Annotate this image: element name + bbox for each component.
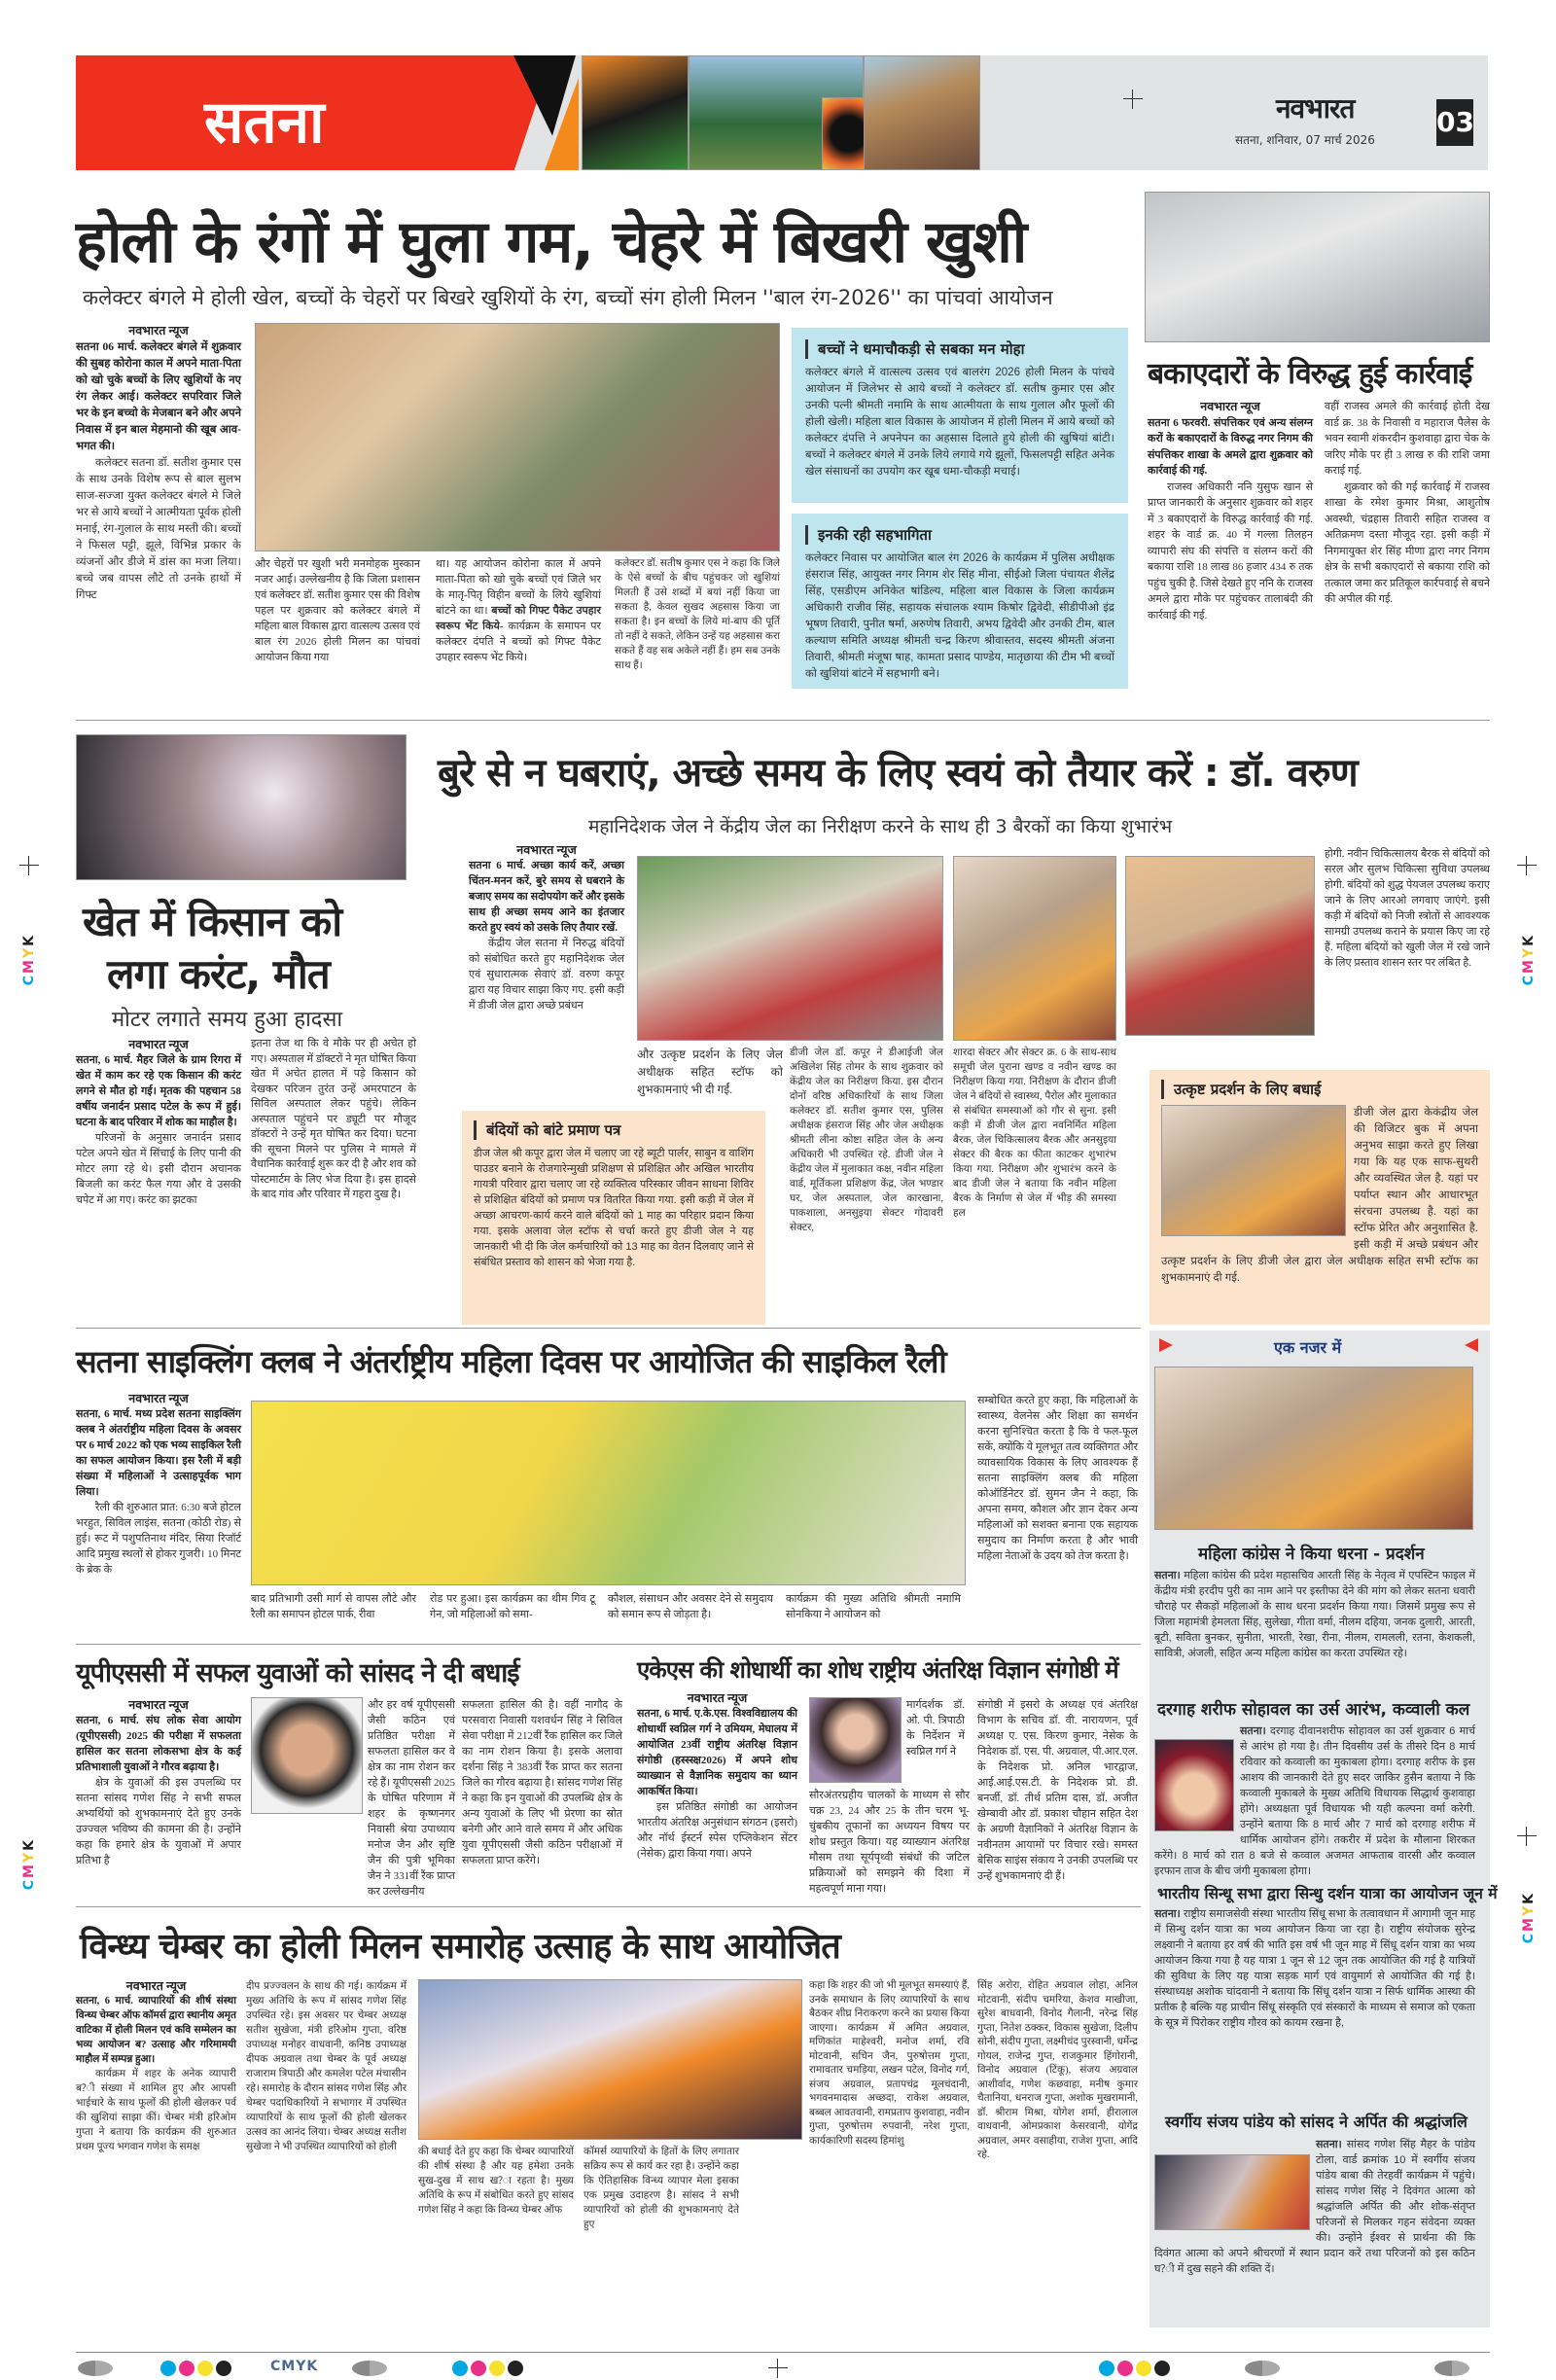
jail-col1-body: केंद्रीय जेल सतना में निरुद्ध बंदियों को संबोधित करते हुए महानिदेशक जेल एवं सुधारात्मक सेवाएं डॉ. वरुण कपूर द्वारा यह विचार साझा किए गए. इसी कड़ी में डीजी जेल द्वारा अच्छे प्रबंधन [469,938,624,1012]
registration-mark [1517,1827,1537,1846]
jail-col-4: शारदा सेक्टर और सेक्टर क्र. 6 के साथ-साथ समूची जेल पुराना खण्ड व नवीन खण्ड का निरीक्षण किया गया. निरीक्षण के दौरान डीजी जेल ने बंदियों से स्वास्थ्य, पैरोल और मुलाकात से संबंधित समस्याओं को गौर से सुना. इसी कड़ी में डीजी जेल द्वारा नवनिर्मित महिला बैरक, जेल चिकित्सालय बैरक और अनसुइया सेक्टर की बैरक का फीता काटकर शुभारंभ किया गया. निरीक्षण और शुभारंभ करने के बाद डीजी जेल ने बताया कि नवीन महिला बैरक के निर्माण से जेल में भीड़ की समस्या हल [953,1048,1116,1219]
jail-photo-2 [953,856,1116,1041]
jail-byline: नवभारत न्यूज [516,843,577,857]
lead-col1-lead: सतना 06 मार्च. कलेक्टर बंगले में शुक्रवार की सुबह कोरोना काल में अपने माता-पिता को खो चुके बच्चों के लिए खुशियों के नए रंग लेकर आई। कलेक्टर सपरिवार जिले भर के इन बच्चो के मेजबान बने और अपने निवास में इन बाल मेहमानो की खूब आव-भगत की। [76,341,241,452]
farmer-col-2: इतना तेज था कि वे मौके पर ही अचेत हो गए। अस्पताल में डॉक्टरों ने मृत घोषित किया खेत में अचेत हालत में पड़े किसान को देखकर परिजन तुरंत उन्हें अमरपाटन के सिविल अस्पताल लेकर पहुंचे। लेकिन अस्पताल पहुंचने पर ड्यूटी पर मौजूद डॉक्टरों ने उन्हें मृत घोषित कर दिया। घटना की सूचना मिलने पर पुलिस ने मामले में वैधानिक कार्रवाई शुरू कर दी है और शव को पोस्टमार्टम के लिए भेज दिया है। इस हादसे के बाद गांव और परिवार में गहरा दुख है। [251,1038,416,1200]
registration-mark [768,2359,788,2378]
aks-col-2: सौरअंतरग्रहीय चालकों के माध्यम से सौर चक्र 23, 24 और 25 के तीन चरम भू-चुंबकीय तूफानों का अध्ययन विषय पर शोध प्रस्तुत किया। यह व्याख्यान अंतरिक्ष मौसम तथा सूर्यपृथ्वी संबंधों की जटिल प्रक्रियाओं को समझने की दिशा में महत्वपूर्ण माना गया। [809,1790,970,1895]
magenta-dot [179,2361,194,2376]
defaulters-col1-lead: सतना 6 फरवरी. संपत्तिकर एवं अन्य संलग्न करों के बकाएदारों के विरुद्ध नगर निगम की संपत्तिकर शाखा के अमले द्वारा शुक्रवार को कार्रवाई की गई. [1148,416,1313,477]
ek-nazar-photo-tribute [1154,2154,1310,2230]
page-number: 03 [1436,99,1473,146]
arrow-left-icon [1465,1338,1478,1352]
cycling-caption-3: कौशल, संसाधन और अवसर देने से समुदाय को समान रूप से जोड़ता है। [608,1593,773,1620]
lead-subhead: कलेक्टर बंगले मे होली खेल, बच्चों के चेहरों पर बिखरे खुशियों के रंग, बच्चों संग होली मिलन ''बाल रंग-2026'' का पांचवां आयोजन [83,286,1053,309]
cyan-dot [160,2361,176,2376]
cycling-col-1 [76,1391,241,1578]
ek-nazar-story4-headline: स्वर्गीय संजय पांडेय को सांसद ने अर्पित की श्रद्धांजलि [1165,2113,1468,2131]
farmer-photo [76,734,407,880]
chamber-col-1 [76,1979,236,2154]
registration-mark [1517,856,1537,875]
defaulters-col-2 [1325,399,1490,608]
lead-col-2: और चेहरों पर खुशी भरी मनमोहक मुस्कान नजर आई। उल्लेखनीय है कि जिला प्रशासन एवं कलेक्टर डॉ. सतीश कुमार एस की विशेष पहल पर शुक्रवार को कलेक्टर बंगले में महिला बाल विकास द्वारा वात्सल्य उत्सव एवं बाल रंग 2026 होली मिलन का पांचवां आयोजन किया गया [255,558,420,663]
chamber-col-3: की बधाई देते हुए कहा कि चेम्बर व्यापारियों की शीर्ष संस्था है और यह हमेशा उनके सुख-दुख में साथ ख?ा रहता है। मुख्य अतिथि के रूप में संबोधित करते हुए सांसद गणेश सिंह ने कहा कि विन्ध्य चेम्बर ऑफ [418,2147,574,2216]
defaulters-headline: बकाएदारों के विरुद्ध हुई कार्रवाई [1148,357,1472,391]
chamber-photo [418,1979,802,2140]
farmer-byline: नवभारत न्यूज [128,1038,189,1051]
ek-nazar-title: एक नजर में [1274,1338,1342,1357]
grey-oval-mark [1245,2361,1280,2376]
upsc-headline: यूपीएससी में सफल युवाओं को सांसद ने दी बधाई [76,1658,519,1688]
aks-photo-researcher [809,1697,902,1783]
farmer-subhead: मोटर लगाते समय हुआ हादसा [112,1008,343,1032]
jail-subhead: महानिदेशक जेल ने केंद्रीय जेल का निरीक्षण करने के साथ ही 3 बैरकों का किया शुभारंभ [588,816,1173,837]
aks-byline: नवभारत न्यूज [687,1691,748,1705]
ek-nazar-story2 [1154,1723,1475,1879]
cycling-caption-1: बाद प्रतिभागी उसी मार्ग से वापस लौटे और रैली का समापन होटल पार्क, रीवा [251,1593,416,1620]
jail-box-congrats [1149,1070,1490,1325]
defaulters-byline: नवभारत न्यूज [1200,400,1260,413]
lead-col-1 [76,323,241,604]
lead-box2-title: इनकी रही सहभागिता [805,525,1114,545]
yellow-dot [197,2361,213,2376]
upsc-col-2: और हर वर्ष यूपीएससी जैसी कठिन एवं प्रतिष्ठित परीक्षा में सफलता हासिल कर वे क्षेत्र का नाम रोशन कर रहे हैं। यूपीएससी 2025 के घोषित परिणाम में शहर के कृष्णनगर निवासी श्रेया उपाध्याय मनोज जैन और सृष्टि जैन की पुत्री भूमिका जैन ने 331वीं रैंक प्राप्त कर उल्लेखनीय [368,1699,455,1898]
chamber-col-4: कॉमर्स व्यापारियों के हितों के लिए लगातार सक्रिय रूप से कार्य कर रहा है। उन्होंने कहा कि ऐतिहासिक विन्ध्य व्यापार मेला इसका एक प्रमुख उदाहरण है। सांसद ने सभी व्यापारियों को होली की शुभकामनाएं देते हुए [584,2147,739,2230]
lead-box1-body: कलेक्टर बंगले में वात्सल्य उत्सव एवं बालरंग 2026 होली मिलन के पांचवे आयोजन में जिलेभर से आये बच्चों ने कलेक्टर डॉ. सतीष कुमार एस और उनकी पत्नी श्रीमती नमामि के साथ आत्मीयता के साथ गुलाल और फूलों की होली खेली। महिला बाल विकास के आयोजन में होली मिलन में आये बच्चों को कलेक्टर दंपत्ति ने अपनेपन का अहसास दिलाते हुये होली की खुषियां बांटी। बच्चों ने कलेक्टर बंगले में उनके लिये लगाये गये झूलों, फिसलपट्टी सहित अनेक खेल संसाधनों का उपयोग कर खूब धमा-चौकड़ी मचाई। [805,367,1114,478]
ek-nazar-story1-lead: सतना। [1154,1570,1181,1581]
black-dot [1154,2361,1170,2376]
cycling-headline: सतना साइक्लिंग क्लब ने अंतर्राष्ट्रीय महिला दिवस पर आयोजित की साइकिल रैली [76,1343,946,1380]
ek-nazar-story2-body: दरगाह दीवानशरीफ सोहावल का उर्स शुक्रवार 6 मार्च से आरंभ हो गया है। तीन दिवसीय उर्स के तीसरे दिन 8 मार्च रविवार को कव्वाली का मुकाबला होगा। दरगाह शरीफ के इस आशय की जानकारी देते हुए सदर जाकिर हुसैन बताया ने कि कव्वाली मुकाबले के मुख्य अतिथि विधायक सिद्धार्थ कुशवाहा होंगे। अध्यक्षता पूर्व विधायक भी यही कल्पना वर्मा करेगी. उन्होंने बताया कि 8 मार्च और 7 मार्च को दरगाह शरीफ में धार्मिक आयोजन होंगे। तकरीर में प्रदेश के मौलाना शिरकत करेंगे। 8 मार्च को रात 8 बजे से कव्वाल अजमत आफताब वारसी और कव्वाल इरफान ताज के बीच जंगी मुकाबला होगा। [1154,1725,1475,1877]
black-dot [216,2361,231,2376]
cmyk-side-right: CMYK [1521,1892,1537,1944]
ek-nazar-story4-lead: सतना। [1316,2139,1342,2150]
chamber-col1-lead: सतना, 6 मार्च. व्यापारियों की शीर्ष संस्था विन्ध्य चेम्बर ऑफ कॉमर्स द्वारा स्थानीय अमृत वाटिका में होली मिलन एवं कवि सम्मेलन का भव्य आयोजन ब? उत्साह और गरिमामयी माहौल में सम्पन्न हुआ। [76,1996,236,2065]
farmer-col-1 [76,1037,241,1208]
registration-mark [1123,89,1143,109]
cmyk-label-text: CMYK [270,2359,319,2374]
cmyk-side-left: CMYK [21,934,37,986]
divider [76,1906,1141,1907]
aks-headline: एकेएस की शोधार्थी का शोध राष्ट्रीय अंतरिक्ष विज्ञान संगोष्ठी में [637,1656,1118,1684]
upsc-col-1 [76,1697,241,1868]
ek-nazar-story3 [1154,1906,1475,2031]
magenta-dot [471,2361,486,2376]
ek-nazar-photo-qawwal [1154,1739,1234,1831]
lead-photo [255,323,780,551]
chamber-headline: विन्ध्य चेम्बर का होली मिलन समारोह उत्साह के साथ आयोजित [80,1927,840,1967]
farmer-headline-line2: लगा करंट, मौत [107,950,330,998]
chamber-col-5: कहा कि शहर की जो भी मूलभूत समस्याएं हैं, उनके समाधान के लिए व्यापारियों के साथ बैठकर शीघ्र निराकरण करने का प्रयास किया जाएगा। कार्यक्रम में अमित अग्रवाल, मणिकांत माहेश्वरी, मनोज शर्मा, रवि मोटवानी, सचिन जैन, पुरुषोत्तम गुप्ता, रामावतार चमड़िया, लखन पटेल, विनोद गर्ग, संजय अग्रवाल, प्रतापचंद्र मूलचंदानी, भगवनमादास अच्छदा, राकेश अग्रवाल, बब्बल आवतवानी, रामप्रताप कुशवाहा, नवीन गुप्ता, पुरुषोत्तम रुपवानी, नरेश गुप्ता, कार्यकारिणी सदस्य हिमांशु [809,1980,970,2147]
cmyk-side-left: CMYK [21,1838,37,1891]
lead-headline: होली के रंगों में घुला गम, चेहरे में बिखरी खुशी [76,208,1027,276]
ek-nazar-story4 [1154,2137,1475,2277]
cyan-dot [1099,2361,1114,2376]
chamber-col1-body: कार्यक्रम में शहर के अनेक व्यापारी ब?ी संख्या में शामिल हुए और आपसी भाईचारे के साथ फूलों की होली खेलकर पर्व की खुशियां साझा कीं। चेम्बर मंत्री हरिओम गुप्ता ने बताया कि कार्यक्रम की शुरुआत प्रथम पूज्य भगवान गणेश के समक्ष [76,2069,236,2152]
cyan-dot [452,2361,468,2376]
masthead-paper: नवभारत [1276,92,1355,124]
masthead-photo-temple [582,55,689,170]
jail-headline: बुरे से न घबराएं, अच्छे समय के लिए स्वयं को तैयार करें : डॉ. वरुण [438,751,1358,796]
cycling-col-right: सम्बोधित करते हुए कहा, कि महिलाओं के स्वास्थ्य, वेलनेस और शिक्षा का समर्थन करना सुनिश्चित करता है कि वे फल-फूल सकें, क्योंकि ये मूलभूत तत्व व्यक्तिगत और व्यावसायिक विकास के लिए आवश्यक हैं सतना साइक्लिंग क्लब की महिला कोऑर्डिनेटर डॉ. सुमन जैन ने कहा, कि अपना समय, कौशल और ज्ञान देकर अन्य महिलाओं को सशक्त बनाना एक सहायक समुदाय का निर्माण करता है और भावी महिला नेताओं के उदय को तेज करता है। [977,1395,1138,1562]
ek-nazar-story3-headline: भारतीय सिन्धू सभा द्वारा सिन्धु दर्शन यात्रा का आयोजन जून में [1157,1885,1498,1902]
lead-col3-text: था। यह आयोजन कोरोना काल में अपने माता-पिता को खो चुके बच्चों एवं जिले भर के मातृ-पितृ विहीन बच्चों के लिये खुशियां बांटने का था। [436,558,601,617]
lead-col1-body: कलेक्टर सतना डॉ. सतीश कुमार एस के साथ उनके विशेष रूप से बाल सुलभ साज-सज्जा युक्त कलेक्टर बंगले मे जिले भर से आये बच्चों ने आत्मीयता पूर्वक होली मनाई, रंग-गुलाल के साथ मस्ती की। बच्चों ने फिसल पट्टी, झूले, विभिन्न प्रकार के व्यंजनों और डीजे में डांस का मजा लिया। बच्चे जब वापस लौटे तो उनके हाथों में गिफ्ट [76,457,241,601]
chamber-byline: नवभारत न्यूज [125,1979,187,1993]
upsc-col-3: सफलता हासिल की है। वहीं नागौद के परसवारा निवासी यशवर्धन सिंह ने सिविल सेवा परीक्षा में 212वीं रैंक हासिल कर जिले का नाम रोशन किया है। इसके अलावा दर्शना सिंह ने 383वीं रैंक प्राप्त कर सतना जिले का गौरव बढ़ाया है। सांसद गणेश सिंह ने कहा कि इन युवाओं की उपलब्धि क्षेत्र के अन्य युवाओं के लिए भी प्रेरणा का स्रोत बनेगी और आने वाले समय में और अधिक युवा यूपीएससी जैसी कठिन परीक्षाओं में सफलता प्राप्त करेंगे। [462,1699,622,1866]
arrow-right-icon [1159,1338,1173,1352]
grey-oval-mark [78,2361,113,2376]
divider [76,1328,1141,1329]
aks-col-2-top: मार्गदर्शक डॉ. ओ. पी. त्रिपाठी के निर्देशन में स्वप्निल गर्ग ने [906,1699,965,1758]
cmyk-label [270,2359,318,2374]
footer-rule [76,2352,1490,2353]
registration-mark [19,856,39,875]
cmyk-side-right: CMYK [1521,934,1537,986]
lead-col-3 [436,556,601,665]
jail-col1-lead: सतना 6 मार्च. अच्छा कार्य करें, अच्छा चिंतन-मनन करें, बुरे समय से घबराने के बजाए समय का सदोपयोग करें और इसके साथ ही अच्छा समय आने का इंतजार करते हुए स्वयं को उसके लिए तैयार रखें. [469,860,624,934]
upsc-col1-lead: सतना, 6 मार्च. संघ लोक सेवा आयोग (यूपीएससी) 2025 की परीक्षा में सफलता हासिल कर सतना लोकसभा क्षेत्र के कई प्रतिभाशाली युवाओं ने गौरव बढ़ाया है। [76,1715,241,1773]
upsc-photo-mp [251,1697,363,1814]
farmer-col1-lead: सतना, 6 मार्च. मैहर जिले के ग्राम रिगरा में खेत में काम कर रहे एक किसान की करंट लगने से मौत हो गई। मृतक की पहचान 58 वर्षीय जनार्दन प्रसाद पटेल के रूप में हुई। घटना के बाद परिवार में शोक का माहौल है। [76,1054,241,1128]
jail-box2-body: डीजी जेल द्वारा केकंद्रीय जेल की विजिटर बुक में अपना अनुभव साझा करते हुए लिखा गया कि यह एक साफ-सुथरी और व्यवस्थित जेल है. यहां पर पर्याप्त स्थान और आधारभूत संरचना उपलब्ध है. यहां का स्टॉफ प्रेरित और अनुशासित है. इसी कड़ी में अच्छे प्रबंधन और उत्कृष्ट प्रदर्शन के लिए डीजी जेल द्वारा जेल अधीक्षक सहित सभी स्टॉफ का शुभकामनाएं दी गई. [1161,1107,1478,1284]
jail-box2-photo [1161,1105,1346,1236]
grey-oval-mark [1434,2361,1469,2376]
aks-col1-lead: सतना, 6 मार्च. ए.के.एस. विश्वविद्यालय की शोधार्थी स्वप्निल गर्ग ने उमियम, मेघालय में आयोजित 23वीं राष्ट्रीय अंतरिक्ष विज्ञान संगोष्ठी (हस्स्स्क्ष2026) में अपने शोध व्याख्यान से वैज्ञानिक समुदाय का ध्यान आकर्षित किया। [637,1708,797,1797]
chamber-col-2: दीप प्रज्ज्वलन के साथ की गई। कार्यक्रम में मुख्य अतिथि के रूप में सांसद गणेश सिंह उपस्थित रहे। इस अवसर पर चेम्बर अध्यक्ष सतीश सुखेजा, मंत्री हरिओम गुप्ता, वरिष्ठ उपाध्यक्ष मनोहर वाधवानी, कनिष्ठ उपाध्यक्ष दीपक अग्रवाल तथा चेम्बर के पूर्व अध्यक्ष राजाराम त्रिपाठी और कमलेश पटेल मंचासीन रहे। समारोह के दौरान सांसद गणेश सिंह और चेम्बर पदाधिकारियों ने सभागार में उपस्थित व्यापारियों के साथ फूलों की होली खेलकर उत्सव का आनंद लिया। चेम्बर अध्यक्ष सतीश सुखेजा ने भी उपस्थित व्यापारियों को होली [246,1981,407,2152]
defaulters-photo [1145,192,1490,342]
aks-col-3: संगोष्ठी में इसरो के अध्यक्ष एवं अंतरिक्ष विभाग के सचिव डॉ. वी. नारायणन, पूर्व अध्यक्ष ए. एस. किरण कुमार, नेसेक के निदेशक डॉ. एस. पी. अग्रवाल, पी.आर.एल. के निदेशक प्रो. अनिल भारद्वाज, आई.आई.एस.टी. के निदेशक प्रो. डी. बनर्जी, डॉ. तीर्थ प्रतिम दास, डॉ. अजीत खेम्बावी और डॉ. प्रकाश चौहान सहित देश के अग्रणी वैज्ञानिकों ने अंतरिक्ष विज्ञान के नवीनतम आयामों पर विचार रखे। समस्त बेसिक साइंस संकाय ने उनकी उपलब्धि पर उन्हें शुभकामनाएं दी हैं। [977,1699,1138,1882]
lead-box-2 [792,514,1128,689]
cycling-col1-body: रैली की शुरुआत प्रात: 6:30 बजे होटल भरहुत, सिविल लाइंस, सतना (कोठी रोड) से हुई। रूट में पशुपतिनाथ मंदिर, सिया रिजॉर्ट आदि प्रमुख स्थलों से होकर गुजरी। 10 मिनट के ब्रेक के [76,1502,241,1576]
lead-col-4: कलेक्टर डॉ. सतीष कुमार एस ने कहा कि जिले के ऐसे बच्चों के बीच पहुंचकर जो खुशियां मिलती हैं उसे शब्दों में बयां नहीं किया जा सकता है, केवल सुखद अहसास किया जा सकता है। इन बच्चों के लिये मां-बाप की पूर्ति तो नहीं दे सकते, लेकिन उन्हें यह अहसास करा सकते हैं वह सब अकेले नहीं हैं। हम सब उनके साथ हैं। [615,558,780,671]
cmyk-dots [160,2361,234,2380]
lead-box2-body: कलेक्टर निवास पर आयोजित बाल रंग 2026 के कार्यक्रम में पुलिस अधीक्षक हंसराज सिंह, आयुक्त नगर निगम शेर सिंह मीना, सीईओ जिला पंचायत शैलेंद्र सिंह, एसडीएम अनिकेत षांडिल्य, महिला बाल विकास के जिला कार्यक्रम अधिकारी राजीव सिंह, सहायक संचालक श्याम किषोर द्विवेदी, सीडीपीओ इंद्र भूषण तिवारी, पुनीत षर्मा, अरुणेष तिवारी, अभय द्विवेदी और उनकी टीम, बाल कल्याण समिति अध्यक्ष श्रीमती चन्द्र किरण श्रीवास्तव, सदस्य श्रीमती अंजना तिवारी, श्रीमती मंजूषा षाह, कामता प्रसाद पाण्डेय, मातृछाया की टीम भी बच्चों को खुशियां बांटने में सहभागी बने। [805,552,1114,680]
jail-photo-3 [1125,856,1315,1036]
upsc-byline: नवभारत न्यूज [128,1698,189,1712]
chamber-col-6: सिंह अरोरा, रोहित अग्रवाल लोहा, अनिल मोटवानी, संदीप चमरिया, केशव माखीजा, सुरेश बाधवानी, विनोद गैलानी, नरेन्द्र सिंह गुप्ता, नितेश ठक्कर, विकास सुखेजा, दिलीप सोनी, संदीप गुप्ता, लक्ष्मीचंद पुरस्वानी, धर्मेन्द्र गोयल, राजेन्द्र गुप्त, राजकुमार हिंगोरानी, विनोद अग्रवाल (टिंकू), संजय अग्रवाल आशीर्वाद, गणेश कछवाहा, मनीष कुमार चैतानिया, धनराज गुप्ता, अशोक मुखरामानी, डॉ. श्रीराम मिश्रा, योगेश शर्मा, हीरालाल वाधवानी, ओमप्रकाश केसरवानी, योगेंद्र अग्रवाल, अमर वसाहीया, राजेश गुप्ता, आदि रहे. [977,1980,1138,2160]
ek-nazar-story1 [1154,1568,1475,1661]
jail-caption-1: और उत्कृष्ट प्रदर्शन के लिए जेल अधीक्षक सहित स्टॉफ को शुभकामनाएं भी दी गईं. [637,1048,783,1096]
aks-col1-body: इस प्रतिष्ठित संगोष्ठी का आयोजन भारतीय अंतरिक्ष अनुसंधान संगठन (इसरो) और नॉर्थ ईस्टर्न स्पेस एप्लिकेशन सेंटर (नेसेक) द्वारा किया गया। अपने [637,1801,797,1860]
ek-nazar-story3-lead: सतना। [1154,1908,1181,1920]
defaulters-col2-body: शुक्रवार को की गई कार्रवाई में राजस्व शाखा के रमेश कुमार मिश्रा, आशुतोष अवस्थी, चंद्रहास तिवारी सहित राजस्व व अतिक्रमण दस्ता मौजूद रहा. इसी कड़ी में निगमायुक्त शेर सिंह मीणा द्वारा नगर निगम क्षेत्र के सभी बकाएदारों से बकाया राशि को तत्काल जमा कर प्रतिकूल कार्रपवाई से बचने की अपील की गई. [1325,480,1490,605]
lead-byline: नवभारत न्यूज [128,324,189,337]
masthead-city: सतना [204,89,325,157]
yellow-dot [1136,2361,1151,2376]
upsc-col1-body: क्षेत्र के युवाओं की इस उपलब्धि पर सतना सांसद गणेश सिंह ने सभी सफल अभ्यर्थियों को शुभकामनाएं देते हुए उनके उज्ज्वल भविष्य की कामना की है। उन्होंने कहा कि हमारे क्षेत्र के युवाओं में अपार प्रतिभा है [76,1777,241,1866]
lead-col3-bold: बच्चों को गिफ्ट पैकेट उपहार स्वरूप भेंट किये- [436,605,601,632]
ek-nazar-photo-protest [1154,1367,1473,1530]
divider [76,1644,1141,1645]
yellow-dot [489,2361,505,2376]
jail-col-3: डीजी जेल डॉ. कपूर ने डीआईजी जेल अखिलेश सिंह तोमर के साथ शुक्रवार को केंद्रीय जेल का निरीक्षण किया. इस दौरान दोनों वरिष्ठ अधिकारियों के साथ जिला कलेक्टर डॉ. सतीश कुमार एस, पुलिस अधीक्षक हंसराज सिंह और जेल अधीक्षक श्रीमती लीना कोष्टा सहित जेल के अन्य अधिकारी भी उपस्थित रहे. डीजी जेल ने केंद्रीय जेल में मुलाकात कक्ष, नवीन महिला वार्ड, मूर्तिकला प्रशिक्षण केंद्र, जेल भण्डार घर, जेल अस्पताल, जेल कारखाना, पाकशाला, अनसुइया सेक्टर गोदावरी सेक्टर, [790,1048,943,1233]
divider [76,720,1490,721]
jail-box2-title: उत्कृष्ट प्रदर्शन के लिए बधाई [1161,1080,1478,1099]
lead-box1-title: बच्चों ने धमाचौकड़ी से सबका मन मोहा [805,339,1114,359]
ek-nazar-story1-headline: महिला कांग्रेस ने किया धरना - प्रदर्शन [1198,1545,1425,1564]
masthead-photo-monument [864,55,980,170]
cycling-caption-4: कार्यक्रम की मुख्य अतिथि श्रीमती नमामि सोनकिया ने आयोजन को [786,1593,961,1620]
black-dot [508,2361,523,2376]
jail-col-1 [469,842,624,1013]
lead-col3-tail: कार्यक्रम के समापन पर कलेक्टर दंपति ने बच्चों को गिफ्ट पैकेट उपहार स्वरूप भेंट किये। [436,621,601,663]
ek-nazar-story3-body: राष्ट्रीय समाजसेवी संस्था भारतीय सिंधू सभा के तत्वावधान में आगामी जून माह में सिन्धु दर्शन यात्रा का भव्य आयोजन किया जा रहा है। राष्ट्रीय संयोजक सुरेन्द्र लक्ष्वानी ने बताया हर वर्ष की भाति इस वर्ष भी जून माह में सिंधू दर्शन यात्रा का भव्य आयोजन किया गया है यह यात्रा 1 जून से 12 जून तक आयोजित की गई है यात्रियों की सुविधा के लिए यह यात्रा सड़क मार्ग एवं वायुमार्ग से आयोजित की गई है। संस्थाध्यक्ष अशोक चांदवानी ने बताया कि सिंधू दर्शन यात्रा न सिर्फ धार्मिक आस्था की प्रतीक है बल्कि यह प्राचीन सिंधू संस्कृति एवं संस्कारों के माध्यम से समाज को एकता के सूत्र में पिरोकर राष्ट्रीय गौरव को कायम रखना है, [1154,1908,1475,2029]
ek-nazar-story4-body: सांसद गणेश सिंह मैहर के पांडेय टोला, वार्ड क्रमांक 10 में स्वर्गीय संजय पांडेय बाबा की तेरहवीं कार्यक्रम में पहुंचे। सांसद गणेश सिंह ने दिवंगत आत्मा को श्रद्धांजलि अर्पित की और शोक-संतृप्त परिजनों से मिलकर गहन संवेदना व्यक्त की। उन्होंने ईश्वर से प्रार्थना की कि दिवंगत आत्मा को अपने श्रीचरणों में स्थान प्रदान करें तथा परिजनों को इस कठिन घ?ी में दुख सहने की शक्ति दें। [1154,2139,1475,2275]
ek-nazar-story1-body: महिला कांग्रेस की प्रदेश महासचिव आरती सिंह के नेतृत्व में एपस्टिन फाइल में केंद्रीय मंत्री हरदीप पुरी का नाम आने पर इस्तीफा देने की मांग को लेकर सतना धवारी चौराहे पर सैकड़ों महिलाओं के साथ धरना प्रदर्शन किया गया। जिसमें प्रमुख रूप से जिला महामंत्री हेमलता सिंह, सुलेखा, गीता वर्मा, नीलम दहिया, जनक दुलारी, आरती, बूटी, सविता बुनकर, सुनीता, भारती, रेखा, रीना, नीलम, रामलली, रतना, केशकली, सावित्री, अंजली, सहित अन्य महिला कांग्रेस का करता उपस्थित रहे। [1154,1570,1475,1659]
cmyk-dots [452,2361,526,2380]
ek-nazar-story2-headline: दरगाह शरीफ सोहावल का उर्स आरंभ, कव्वाली कल [1157,1700,1470,1720]
farmer-col1-body: परिजनों के अनुसार जनार्दन प्रसाद पटेल अपने खेत में सिंचाई के लिए पानी की मोटर लगा रहे थे। इसी दौरान अचानक बिजली का करंट फैल गया और वे उसकी चपेट में आ गए। करंट का झटका [76,1132,241,1206]
cmyk-dots [1099,2361,1173,2380]
magenta-dot [1117,2361,1133,2376]
jail-photo-1 [637,856,943,1041]
defaulters-col1-body: राजस्व अधिकारी ननि युसुफ खान से प्राप्त जानकारी के अनुसार शुक्रवार को शहर में 3 बकाएदारों के विरुद्ध कार्रवाई की गई. शहर के वार्ड क्र. 40 में गल्ला तिलहन व्यापारी संघ की संपत्ति व संलग्न करों की बकाया राशि 18 लाख 86 हजार 434 रु तक पहुंच चुकी है. जिसे देखते हुए ननि के राजस्व अमले द्वारा मौके पर पहुंचकर तालाबंदी की कार्रवाई की गई. [1148,480,1313,622]
aks-col-1 [637,1690,797,1862]
ek-nazar-story2-lead: सतना। [1240,1725,1266,1737]
cycling-caption-2: रोड पर हुआ। इस कार्यक्रम का थीम गिव टू गेन, जो महिलाओं को समा- [430,1593,595,1620]
cycling-col1-lead: सतना, 6 मार्च. मध्य प्रदेश सतना साइक्लिंग क्लब ने अंतर्राष्ट्रीय महिला दिवस के अवसर पर 6 मार्च 2022 को एक भव्य साइकिल रैली का सफल आयोजन किया। इस रैली में बड़ी संख्या में महिलाओं ने उत्साहपूर्वक भाग लिया। [76,1408,241,1498]
farmer-headline-line1: खेत में किसान को [83,898,342,945]
jail-box-title: बंदियों को बांटे प्रमाण पत्र [474,1120,754,1140]
print-marks-bottom [78,2359,1488,2378]
grey-oval-mark [352,2361,387,2376]
defaulters-col2-text: वहीं राजस्व अमले की कार्रवाई होती देख वार्ड क्र. 38 के निवासी व महाराज पैलेस के भवन स्वामी शंकरदीन कुशवाहा द्वारा चेक के जरिए मौके पर ही 3 लाख रु की राशि जमा कराई गई. [1325,401,1490,477]
masthead-dateline: सतना, शनिवार, 07 मार्च 2026 [1235,133,1375,147]
jail-col-5: होगी. नवीन चिकित्सालय बैरक से बंदियों को सरल और सुलभ चिकित्सा सुविधा उपलब्ध होगी. बंदियों को शुद्ध पेयजल उपलब्ध कराए जाने के लिए आरओ लगवाए जाएंगे. इसी कड़ी में बंदियों को निजी स्त्रोतों से आवश्यक सामग्री उपलब्ध कराने के प्रयास किए जा रहे हैं. महिला बंदियों को खुली जेल में रखे जाने के लिए प्रस्ताव शासन स्तर पर लंबित है. [1325,848,1490,969]
cycling-photo [251,1401,966,1585]
cycling-byline: नवभारत न्यूज [128,1392,189,1405]
jail-box-certificates [462,1111,765,1325]
defaulters-col-1 [1148,399,1313,623]
lead-box-1 [792,328,1128,503]
jail-box-body: डीज जेल श्री कपूर द्वारा जेल में चलाए जा रहे ब्यूटी पार्लर, साबुन व वाशिंग पाउडर बनाने के रोजगारेन्मुखी प्रशिक्षण से प्रशिक्षित और अखिल भारतीय गायत्री परिवार द्वारा चलाए जा रहे व्यक्तित्व परिस्कार जीवन साधना शिविर से प्रशिक्षित बंदियों को प्रमाण पत्र वितरित किया गया. इसी कड़ी में जेल में अच्छा आचरण-कार्य करने वाले बंदियों को 1 माह का परिहार प्रदान किया गया. इसके अलावा जेल स्टॉफ से चर्चा करते हुए डीजी जेल ने यह जानकारी भी दी कि जेल कर्मचारियों को 13 माह का वेतन दिलवाए जाने से संबंधित प्रस्ताव को शासन को भेजा गया है. [474,1148,754,1268]
